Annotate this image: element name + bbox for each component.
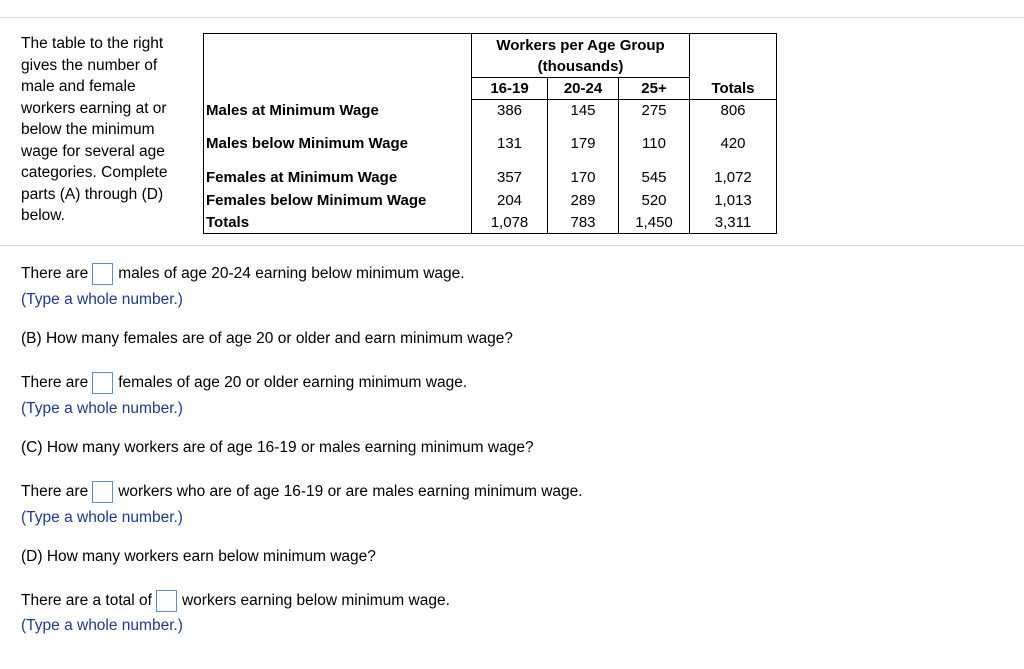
- question-c: (C) How many workers are of age 16-19 or males earning minimum wage?: [21, 439, 534, 456]
- answer-d-line: [21, 590, 450, 612]
- col-header-totals: Totals: [690, 78, 777, 100]
- table-cell: 275: [619, 100, 690, 122]
- table-cell: 204: [472, 189, 548, 212]
- row-label-females-at: Females at Minimum Wage: [204, 166, 472, 189]
- answer-d-input[interactable]: [156, 590, 177, 612]
- question-d: (D) How many workers earn below minimum wage?: [21, 548, 376, 565]
- col-header-20-24: 20-24: [548, 78, 619, 100]
- answer-d-suffix: workers earning below minimum wage.: [181, 592, 450, 610]
- answer-c-input[interactable]: [92, 481, 113, 503]
- answer-a-suffix: males of age 20-24 earning below minimum wage.: [118, 265, 465, 283]
- table-corner-lower: [204, 78, 472, 100]
- answer-b-hint: (Type a whole number.): [21, 400, 183, 417]
- answer-a-prefix: There are: [21, 265, 89, 283]
- table-cell: 179: [548, 122, 619, 166]
- col-header-16-19: 16-19: [472, 78, 548, 100]
- table-corner: [204, 34, 472, 78]
- totals-header-top: [690, 34, 777, 78]
- row-label-males-below: Males below Minimum Wage: [204, 122, 472, 166]
- answer-c-hint: (Type a whole number.): [21, 509, 183, 526]
- table-cell: 357: [472, 166, 548, 189]
- row-label-totals: Totals: [204, 212, 472, 234]
- table-cell: 520: [619, 189, 690, 212]
- workers-table: [203, 33, 777, 234]
- age-group-header-units: (thousands): [537, 58, 624, 75]
- table-cell: 170: [548, 166, 619, 189]
- question-b: (B) How many females are of age 20 or older and earn minimum wage?: [21, 330, 513, 347]
- table-cell: 783: [548, 212, 619, 234]
- table-cell: 420: [690, 122, 777, 166]
- answer-c-line: [21, 481, 583, 503]
- answer-a-line: [21, 263, 465, 285]
- table-cell: 806: [690, 100, 777, 122]
- table-cell: 145: [548, 100, 619, 122]
- table-cell: 110: [619, 122, 690, 166]
- table-cell: 3,311: [690, 212, 777, 234]
- section-divider: [0, 245, 1024, 246]
- table-cell: 1,078: [472, 212, 548, 234]
- row-label-males-at: Males at Minimum Wage: [204, 100, 472, 122]
- table-cell: 1,013: [690, 189, 777, 212]
- age-group-header-title: Workers per Age Group: [496, 37, 665, 54]
- table-cell: 1,072: [690, 166, 777, 189]
- age-group-header: [472, 34, 690, 78]
- table-cell: 289: [548, 189, 619, 212]
- top-divider: [0, 17, 1024, 18]
- table-cell: 131: [472, 122, 548, 166]
- answer-c-suffix: workers who are of age 16-19 or are males earning minimum wage.: [118, 483, 583, 501]
- answer-d-hint: (Type a whole number.): [21, 617, 183, 634]
- answer-b-input[interactable]: [92, 372, 113, 394]
- answer-c-prefix: There are: [21, 483, 89, 501]
- answer-a-input[interactable]: [92, 263, 113, 285]
- row-label-females-below: Females below Minimum Wage: [204, 189, 472, 212]
- table-cell: 1,450: [619, 212, 690, 234]
- answer-b-prefix: There are: [21, 374, 89, 392]
- answer-a-hint: (Type a whole number.): [21, 291, 183, 308]
- answer-d-prefix: There are a total of: [21, 592, 152, 610]
- answer-b-line: [21, 372, 467, 394]
- answer-b-suffix: females of age 20 or older earning minimum wage.: [118, 374, 468, 392]
- table-cell: 545: [619, 166, 690, 189]
- table-cell: 386: [472, 100, 548, 122]
- col-header-25-plus: 25+: [619, 78, 690, 100]
- intro-text: The table to the right gives the number of male and female workers earning at or below the minimum wage for several age categories. Complete parts (A) through (D) below.: [21, 35, 168, 224]
